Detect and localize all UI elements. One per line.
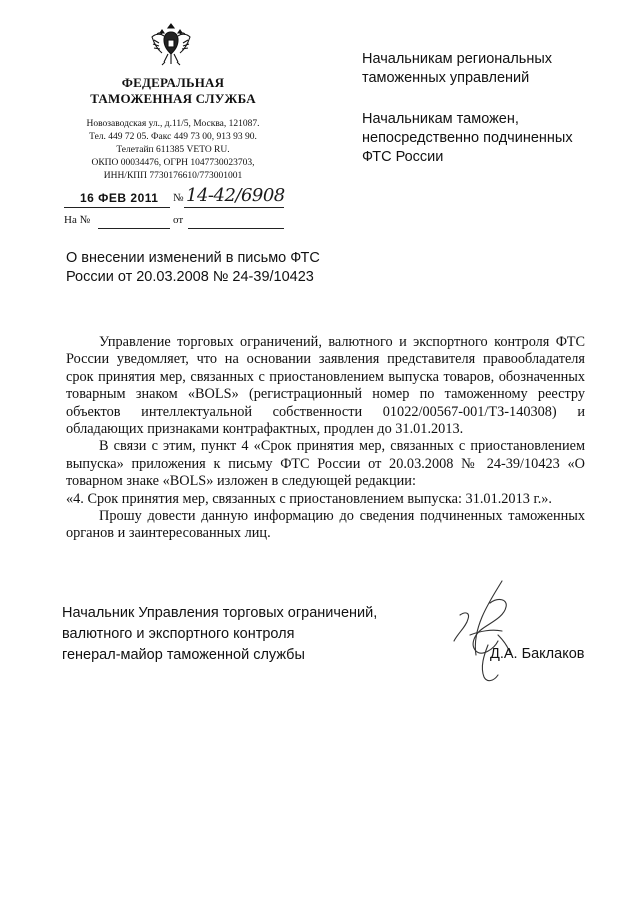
handwritten-signature <box>430 575 540 690</box>
body-paragraph: «4. Срок принятия мер, связанных с приостановлением выпуска: 31.01.2013 г.». <box>66 490 553 507</box>
okpo-line: ОКПО 00034476, ОГРН 1047730023703, <box>91 158 255 168</box>
teletype-line: Телетайп 611385 VETO RU. <box>116 145 230 155</box>
inn-line: ИНН/КПП 7730176610/773001001 <box>103 171 243 181</box>
registration-number: 14-42/6908 <box>186 185 285 206</box>
addressee-line: таможенных управлений <box>362 70 530 86</box>
in-reply-date-line <box>188 228 284 229</box>
signatory-title-line: Начальник Управления торговых ограничений, <box>62 605 378 621</box>
addressee-line: ФТС России <box>362 149 444 165</box>
org-name-line2: ТАМОЖЕННАЯ СЛУЖБА <box>90 91 256 106</box>
in-reply-number-label: На № <box>64 214 91 226</box>
in-reply-number-line <box>98 228 170 229</box>
body-paragraph: В связи с этим, пункт 4 «Срок принятия мер, связанных с приостановлением выпуска» приложения к письму ФТС России от 20.03.2008 № 24-39/10423 «О товарном знаке «BOLS» изложен в следующей редакции: <box>66 438 585 490</box>
signatory-name: Д.А. Баклаков <box>490 646 585 662</box>
addressee-line: Начальникам региональных <box>362 51 553 67</box>
signatory-title-line: генерал-майор таможенной службы <box>62 647 305 663</box>
registration-date: 16 ФЕВ 2011 <box>80 191 159 205</box>
org-name-line1: ФЕДЕРАЛЬНАЯ <box>121 75 225 90</box>
in-reply-date-label: от <box>173 214 184 226</box>
double-headed-eagle-icon <box>148 20 194 70</box>
date-underline <box>64 207 170 208</box>
registration-number-label: № <box>173 192 184 204</box>
body-paragraph: Прошу довести данную информацию до сведения подчиненных таможенных органов и заинтересованных лиц. <box>66 508 585 542</box>
addressee-line: непосредственно подчиненных <box>362 130 573 146</box>
addressee-line: Начальникам таможен, <box>362 111 519 127</box>
subject-line: России от 20.03.2008 № 24-39/10423 <box>66 269 314 285</box>
subject-line: О внесении изменений в письмо ФТС <box>66 250 320 266</box>
letter-body <box>66 334 585 543</box>
address-line: Новозаводская ул., д.11/5, Москва, 121087. <box>86 119 260 129</box>
phone-line: Тел. 449 72 05. Факс 449 73 00, 913 93 90. <box>89 132 257 142</box>
signatory-title-line: валютного и экспортного контроля <box>62 626 295 642</box>
body-paragraph: Управление торговых ограничений, валютного и экспортного контроля ФТС России уведомляет, что на основании заявления представителя правообладателя срок принятия мер, связанных с приостановлением выпуска товаров, обозначенных товарным знаком «BOLS» (регистрационный номер по таможенному реестру объектов интеллектуальной собственности 01022/00567-001/ТЗ-140308) и обладающих признаками контрафактных, продлен до 31.01.2013. <box>66 334 585 438</box>
number-underline <box>184 207 284 208</box>
